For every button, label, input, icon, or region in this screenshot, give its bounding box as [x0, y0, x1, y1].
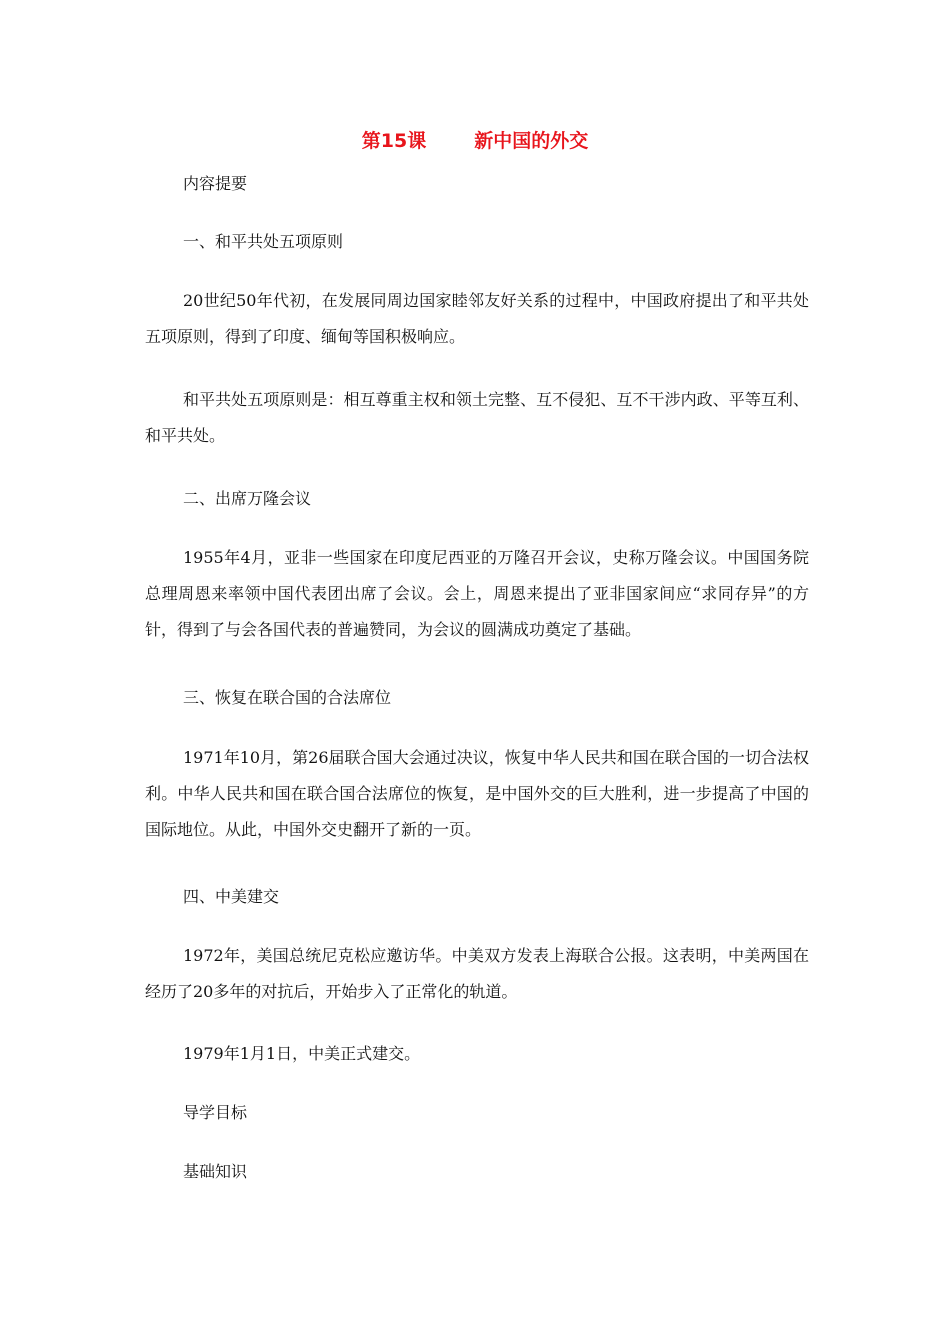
lesson-number: 第15课 — [361, 130, 427, 152]
lesson-title — [0, 126, 950, 153]
guide-heading: 导学目标 — [183, 1103, 248, 1122]
paragraph-3: 1955年4月，亚非一些国家在印度尼西亚的万隆召开会议，史称万隆会议。中国国务院总理周恩来率领中国代表团出席了会议。会上，周恩来提出了亚非国家间应“求同存异”的方针，得到了与会各国代表的普遍赞同，为会议的圆满成功奠定了基础。 — [145, 548, 809, 639]
section-heading-4: 四、中美建交 — [183, 887, 280, 906]
summary-heading: 内容提要 — [183, 174, 248, 193]
paragraph-2: 和平共处五项原则是：相互尊重主权和领土完整、互不侵犯、互不干涉内政、平等互利、和平共处。 — [145, 390, 809, 445]
basics-heading: 基础知识 — [183, 1162, 248, 1181]
section-heading-1: 一、和平共处五项原则 — [183, 232, 344, 251]
paragraph-4: 1971年10月，第26届联合国大会通过决议，恢复中华人民共和国在联合国的一切合法权利。中华人民共和国在联合国合法席位的恢复，是中国外交的巨大胜利，进一步提高了中国的国际地位。从此，中国外交史翻开了新的一页。 — [145, 748, 809, 839]
paragraph-5: 1972年，美国总统尼克松应邀访华。中美双方发表上海联合公报。这表明，中美两国在经历了20多年的对抗后，开始步入了正常化的轨道。 — [145, 946, 809, 1001]
section-heading-3: 三、恢复在联合国的合法席位 — [183, 688, 392, 707]
paragraph-6: 1979年1月1日，中美正式建交。 — [183, 1044, 421, 1063]
section-heading-2: 二、出席万隆会议 — [183, 489, 312, 508]
paragraph-1: 20世纪50年代初，在发展同周边国家睦邻友好关系的过程中，中国政府提出了和平共处五项原则，得到了印度、缅甸等国积极响应。 — [145, 291, 809, 346]
lesson-name: 新中国的外交 — [474, 130, 589, 152]
